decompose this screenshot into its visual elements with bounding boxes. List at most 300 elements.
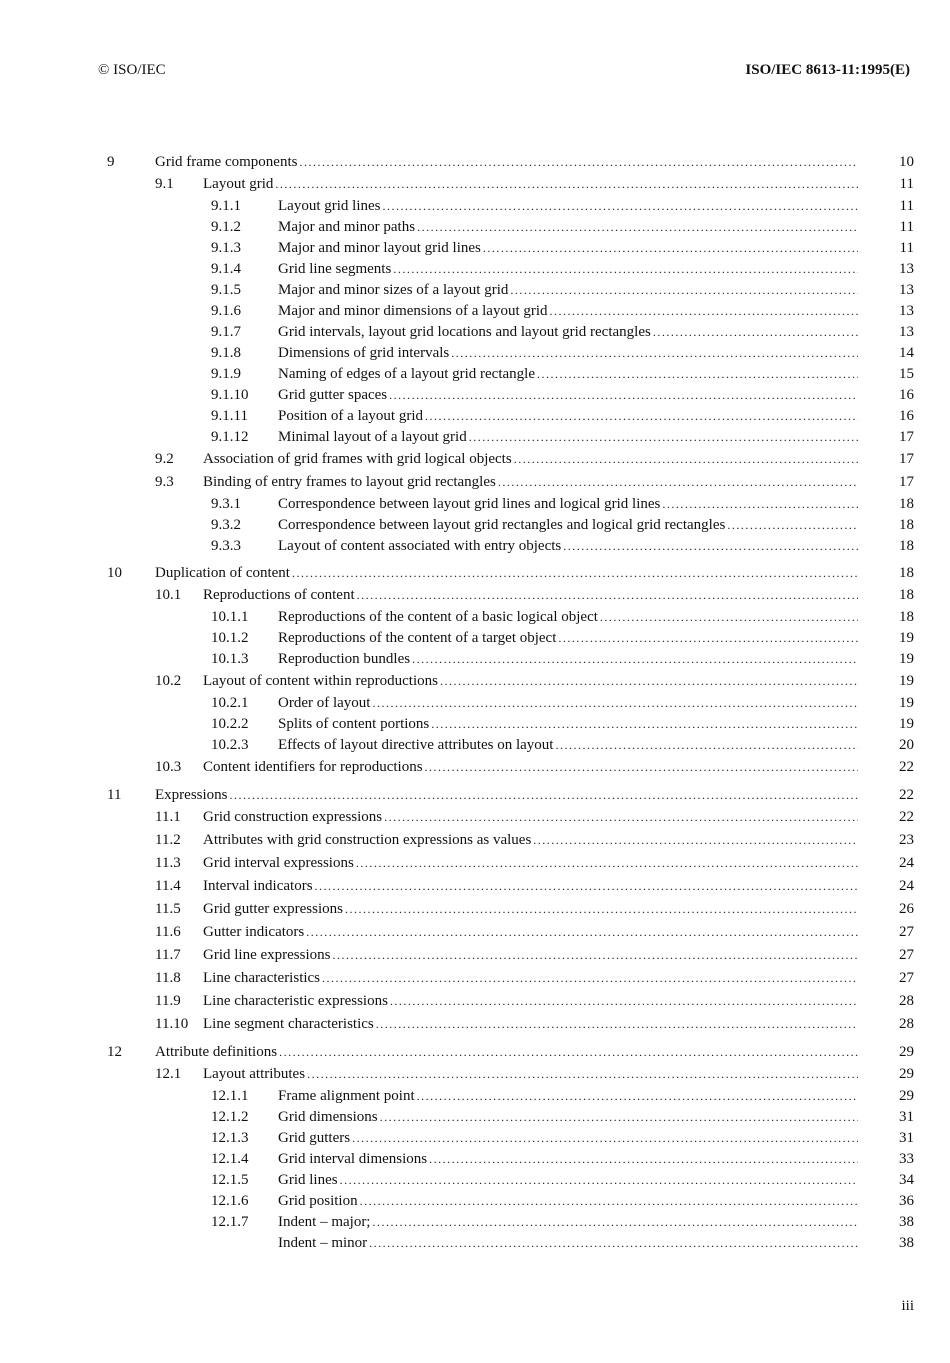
toc-entry-number: 10.1.3	[211, 651, 249, 667]
toc-entry-page: 24	[899, 855, 914, 871]
dot-leader	[425, 406, 858, 427]
toc-entry[interactable]	[0, 649, 950, 670]
dot-leader	[600, 607, 858, 628]
dot-leader	[514, 448, 858, 471]
toc-entry-page: 28	[899, 1016, 914, 1032]
toc-entry-title: Position of a layout grid	[278, 408, 423, 424]
toc-entry-label	[278, 364, 858, 385]
toc-entry[interactable]	[0, 898, 950, 921]
toc-entry[interactable]	[0, 875, 950, 898]
toc-entry-number: 9.3	[155, 474, 174, 490]
toc-entry-number: 11.2	[155, 832, 181, 848]
toc-entry-number: 10.1	[155, 587, 182, 603]
toc-entry-number: 12.1.7	[211, 1214, 249, 1230]
toc-entry-page: 18	[899, 517, 914, 533]
dot-leader	[425, 756, 858, 779]
toc-entry-page: 16	[899, 408, 914, 424]
toc-entry[interactable]	[0, 607, 950, 628]
toc-entry-number: 11.3	[155, 855, 181, 871]
toc-entry-label	[203, 898, 858, 921]
dot-leader	[498, 471, 858, 494]
toc-entry-page: 29	[899, 1088, 914, 1104]
toc-entry[interactable]	[0, 406, 950, 427]
table-of-contents	[0, 152, 950, 1254]
dot-leader	[662, 494, 858, 515]
toc-entry-number: 11.5	[155, 901, 181, 917]
toc-entry-number: 10.2.3	[211, 737, 249, 753]
toc-entry[interactable]	[0, 515, 950, 536]
toc-entry-label	[278, 301, 858, 322]
toc-entry[interactable]	[0, 806, 950, 829]
toc-entry-label	[203, 852, 858, 875]
toc-entry[interactable]	[0, 735, 950, 756]
toc-entry-number: 9.1.5	[211, 282, 241, 298]
toc-entry-page: 33	[899, 1151, 914, 1167]
dot-leader	[469, 427, 858, 448]
dot-leader	[307, 1063, 858, 1086]
dot-leader	[292, 563, 858, 584]
toc-entry-page: 27	[899, 970, 914, 986]
toc-entry-number: 12.1.2	[211, 1109, 249, 1125]
toc-entry-number: 9.1.2	[211, 219, 241, 235]
toc-entry-label	[278, 649, 858, 670]
toc-entry-number: 10.2.2	[211, 716, 249, 732]
toc-entry-page: 27	[899, 947, 914, 963]
toc-entry-page: 13	[899, 261, 914, 277]
toc-entry-title: Reproductions of the content of a basic logical object	[278, 609, 598, 625]
toc-entry-title: Minimal layout of a layout grid	[278, 429, 467, 445]
toc-entry[interactable]	[0, 494, 950, 515]
toc-entry[interactable]	[0, 584, 950, 607]
dot-leader	[356, 852, 858, 875]
dot-leader	[431, 714, 858, 735]
toc-entry-label	[203, 670, 858, 693]
toc-entry-number: 10.1.2	[211, 630, 249, 646]
toc-entry-page: 17	[899, 451, 914, 467]
toc-entry[interactable]	[0, 1191, 950, 1212]
toc-entry-page: 22	[899, 809, 914, 825]
dot-leader	[555, 735, 858, 756]
toc-entry-page: 19	[899, 630, 914, 646]
toc-entry-label	[203, 173, 858, 196]
toc-entry-page: 18	[899, 609, 914, 625]
dot-leader	[533, 829, 858, 852]
toc-entry-label	[278, 1170, 858, 1191]
toc-entry-title: Layout of content associated with entry objects	[278, 538, 562, 554]
toc-entry-page: 28	[899, 993, 914, 1009]
toc-entry-number: 9.1.4	[211, 261, 241, 277]
toc-entry[interactable]	[0, 536, 950, 557]
toc-entry-title: Frame alignment point	[278, 1088, 415, 1104]
toc-entry[interactable]	[0, 1063, 950, 1086]
toc-entry-page: 20	[899, 737, 914, 753]
toc-entry-page: 23	[899, 832, 914, 848]
dot-leader	[412, 649, 858, 670]
toc-entry-number: 9.3.3	[211, 538, 241, 554]
toc-entry-page: 18	[899, 587, 914, 603]
toc-entry-title: Expressions	[155, 787, 228, 803]
toc-entry[interactable]	[0, 1233, 950, 1254]
toc-entry-title: Grid gutter spaces	[278, 387, 388, 403]
toc-entry-number: 10.2	[155, 673, 182, 689]
toc-entry-title: Correspondence between layout grid lines and logical grid lines	[278, 496, 661, 512]
toc-entry-title: Grid gutter expressions	[203, 901, 343, 917]
dot-leader	[727, 515, 858, 536]
toc-entry-title: Layout grid	[203, 176, 274, 192]
toc-entry-title: Content identifiers for reproductions	[203, 759, 423, 775]
toc-entry-title: Grid line expressions	[203, 947, 331, 963]
toc-entry-page: 18	[899, 496, 914, 512]
toc-entry-page: 14	[899, 345, 914, 361]
toc-entry-number: 9.1.10	[211, 387, 249, 403]
dot-leader	[417, 217, 858, 238]
toc-entry-number: 9.1.7	[211, 324, 241, 340]
toc-entry-page: 29	[899, 1044, 914, 1060]
toc-entry-number: 12.1.5	[211, 1172, 249, 1188]
toc-entry[interactable]	[0, 714, 950, 735]
toc-entry-title: Grid frame components	[155, 154, 298, 170]
toc-entry[interactable]	[0, 301, 950, 322]
toc-entry[interactable]	[0, 693, 950, 714]
toc-entry-title: Naming of edges of a layout grid rectangle	[278, 366, 535, 382]
toc-entry[interactable]	[0, 322, 950, 343]
dot-leader	[345, 898, 858, 921]
toc-entry[interactable]	[0, 196, 950, 217]
toc-entry[interactable]	[0, 1149, 950, 1170]
toc-entry-title: Association of grid frames with grid logical objects	[203, 451, 512, 467]
toc-entry-label	[278, 322, 858, 343]
toc-entry-label	[155, 785, 858, 806]
toc-entry[interactable]	[0, 217, 950, 238]
toc-entry[interactable]	[0, 944, 950, 967]
toc-entry-label	[278, 280, 858, 301]
toc-entry-number: 9.1.6	[211, 303, 241, 319]
toc-entry-page: 10	[899, 154, 914, 170]
dot-leader	[376, 1013, 858, 1036]
toc-entry[interactable]	[0, 756, 950, 779]
toc-entry-title: Correspondence between layout grid rectangles and logical grid rectangles	[278, 517, 726, 533]
dot-leader	[230, 785, 859, 806]
toc-entry-title: Duplication of content	[155, 565, 290, 581]
toc-entry-title: Reproductions of content	[203, 587, 355, 603]
toc-entry[interactable]	[0, 1128, 950, 1149]
toc-entry-page: 34	[899, 1172, 914, 1188]
header-standard-id: ISO/IEC 8613-11:1995(E)	[745, 62, 910, 78]
toc-entry[interactable]	[0, 427, 950, 448]
toc-entry-number: 9.1.3	[211, 240, 241, 256]
toc-entry[interactable]	[0, 1013, 950, 1036]
toc-entry-label	[203, 1063, 858, 1086]
toc-entry-label	[278, 628, 858, 649]
toc-entry[interactable]	[0, 785, 950, 806]
toc-entry-label	[278, 427, 858, 448]
toc-entry-page: 19	[899, 651, 914, 667]
dot-leader	[352, 1128, 858, 1149]
toc-entry[interactable]	[0, 448, 950, 471]
dot-leader	[357, 584, 858, 607]
toc-entry-label	[278, 1086, 858, 1107]
toc-entry-label	[278, 693, 858, 714]
toc-entry-title: Grid construction expressions	[203, 809, 383, 825]
toc-entry-title: Interval indicators	[203, 878, 313, 894]
toc-entry-title: Layout attributes	[203, 1066, 306, 1082]
toc-entry[interactable]	[0, 1086, 950, 1107]
toc-entry-title: Layout of content within reproductions	[203, 673, 438, 689]
toc-entry-title: Dimensions of grid intervals	[278, 345, 450, 361]
toc-entry-title: Major and minor sizes of a layout grid	[278, 282, 509, 298]
toc-entry-title: Line characteristic expressions	[203, 993, 388, 1009]
toc-entry-title: Line segment characteristics	[203, 1016, 374, 1032]
toc-entry-label	[203, 448, 858, 471]
toc-entry-page: 13	[899, 303, 914, 319]
toc-entry-number: 9.2	[155, 451, 174, 467]
toc-entry-label	[278, 1128, 858, 1149]
toc-entry-label	[278, 1191, 858, 1212]
dot-leader	[360, 1191, 858, 1212]
toc-entry-label	[203, 471, 858, 494]
toc-entry-label	[203, 875, 858, 898]
dot-leader	[380, 1107, 858, 1128]
toc-entry-page: 38	[899, 1235, 914, 1251]
toc-entry-label	[278, 196, 858, 217]
dot-leader	[653, 322, 858, 343]
toc-entry[interactable]	[0, 1107, 950, 1128]
dot-leader	[510, 280, 858, 301]
toc-entry-title: Grid gutters	[278, 1130, 351, 1146]
toc-entry-number: 10.1.1	[211, 609, 249, 625]
toc-entry[interactable]	[0, 385, 950, 406]
toc-entry-title: Grid interval dimensions	[278, 1151, 428, 1167]
toc-entry-title: Line characteristics	[203, 970, 321, 986]
toc-entry-page: 31	[899, 1109, 914, 1125]
toc-entry-number: 9.3.2	[211, 517, 241, 533]
toc-entry-number: 12.1.4	[211, 1151, 249, 1167]
toc-entry-page: 16	[899, 387, 914, 403]
dot-leader	[440, 670, 858, 693]
toc-entry[interactable]	[0, 1042, 950, 1063]
toc-entry-number: 12.1	[155, 1066, 182, 1082]
toc-entry-title: Indent – major;	[278, 1214, 371, 1230]
toc-entry-page: 15	[899, 366, 914, 382]
toc-entry-label	[155, 152, 858, 173]
toc-entry-title: Indent – minor	[278, 1235, 368, 1251]
toc-entry-page: 26	[899, 901, 914, 917]
page-number: iii	[901, 1298, 914, 1314]
toc-entry[interactable]	[0, 670, 950, 693]
dot-leader	[369, 1233, 858, 1254]
toc-entry[interactable]	[0, 1212, 950, 1233]
toc-entry-page: 18	[899, 565, 914, 581]
toc-entry-page: 22	[899, 787, 914, 803]
toc-entry-number: 11.4	[155, 878, 181, 894]
toc-entry-page: 22	[899, 759, 914, 775]
toc-entry-label	[278, 406, 858, 427]
dot-leader	[451, 343, 858, 364]
toc-entry-title: Order of layout	[278, 695, 371, 711]
dot-leader	[332, 944, 858, 967]
toc-entry-label	[203, 756, 858, 779]
toc-entry-title: Gutter indicators	[203, 924, 305, 940]
toc-entry-number: 10.3	[155, 759, 182, 775]
toc-entry-label	[278, 607, 858, 628]
toc-entry-page: 38	[899, 1214, 914, 1230]
toc-entry-number: 11	[107, 787, 122, 803]
dot-leader	[315, 875, 858, 898]
toc-entry[interactable]	[0, 829, 950, 852]
toc-entry-number: 11.1	[155, 809, 181, 825]
toc-entry-label	[278, 515, 858, 536]
toc-entry-number: 9.1.11	[211, 408, 248, 424]
dot-leader	[299, 152, 858, 173]
toc-entry-label	[278, 1212, 858, 1233]
toc-entry[interactable]	[0, 921, 950, 944]
toc-entry-title: Effects of layout directive attributes on layout	[278, 737, 554, 753]
toc-entry[interactable]	[0, 173, 950, 196]
dot-leader	[390, 990, 858, 1013]
dot-leader	[429, 1149, 858, 1170]
toc-entry-label	[203, 829, 858, 852]
toc-entry[interactable]	[0, 364, 950, 385]
dot-leader	[563, 536, 858, 557]
toc-entry-label	[203, 944, 858, 967]
toc-entry-number: 9.1.8	[211, 345, 241, 361]
toc-entry-title: Grid interval expressions	[203, 855, 354, 871]
toc-entry-number: 12.1.6	[211, 1193, 249, 1209]
toc-entry-page: 19	[899, 716, 914, 732]
toc-entry-page: 17	[899, 474, 914, 490]
toc-entry[interactable]	[0, 1170, 950, 1191]
toc-entry-label	[278, 494, 858, 515]
toc-entry[interactable]	[0, 852, 950, 875]
dot-leader	[384, 806, 858, 829]
toc-entry-page: 19	[899, 673, 914, 689]
toc-entry-number: 9.1.1	[211, 198, 241, 214]
dot-leader	[279, 1042, 858, 1063]
dot-leader	[372, 693, 858, 714]
toc-entry[interactable]	[0, 471, 950, 494]
toc-entry-label	[278, 714, 858, 735]
toc-entry-label	[155, 1042, 858, 1063]
toc-entry-label	[278, 1107, 858, 1128]
toc-entry-page: 13	[899, 282, 914, 298]
toc-entry-title: Grid position	[278, 1193, 358, 1209]
toc-entry-number: 11.7	[155, 947, 181, 963]
header-copyright: © ISO/IEC	[98, 62, 166, 78]
toc-entry-label	[155, 563, 858, 584]
toc-entry-label	[278, 735, 858, 756]
toc-entry-page: 13	[899, 324, 914, 340]
toc-entry-page: 29	[899, 1066, 914, 1082]
toc-entry-title: Reproductions of the content of a target object	[278, 630, 557, 646]
toc-entry-label	[278, 259, 858, 280]
toc-entry-number: 9.1.9	[211, 366, 241, 382]
toc-entry-title: Grid lines	[278, 1172, 338, 1188]
toc-entry-label	[278, 536, 858, 557]
toc-entry-number: 11.6	[155, 924, 181, 940]
toc-entry-label	[203, 990, 858, 1013]
toc-entry-page: 11	[899, 176, 914, 192]
dot-leader	[483, 238, 858, 259]
toc-entry-title: Layout grid lines	[278, 198, 381, 214]
toc-entry-label	[278, 1233, 858, 1254]
dot-leader	[322, 967, 858, 990]
toc-entry-page: 36	[899, 1193, 914, 1209]
toc-entry[interactable]	[0, 238, 950, 259]
dot-leader	[340, 1170, 858, 1191]
toc-entry-title: Reproduction bundles	[278, 651, 411, 667]
toc-entry-title: Major and minor layout grid lines	[278, 240, 481, 256]
toc-entry[interactable]	[0, 152, 950, 173]
toc-entry-title: Grid intervals, layout grid locations and layout grid rectangles	[278, 324, 651, 340]
toc-entry-label	[203, 1013, 858, 1036]
dot-leader	[306, 921, 858, 944]
dot-leader	[537, 364, 858, 385]
toc-entry[interactable]	[0, 343, 950, 364]
toc-entry-page: 11	[899, 240, 914, 256]
toc-entry-number: 12.1.3	[211, 1130, 249, 1146]
toc-entry-title: Major and minor paths	[278, 219, 416, 235]
toc-entry[interactable]	[0, 990, 950, 1013]
dot-leader	[389, 385, 858, 406]
toc-entry[interactable]	[0, 259, 950, 280]
toc-entry-page: 27	[899, 924, 914, 940]
toc-entry-title: Binding of entry frames to layout grid rectangles	[203, 474, 496, 490]
toc-entry-number: 9.1	[155, 176, 174, 192]
toc-entry-label	[203, 584, 858, 607]
toc-entry-number: 12.1.1	[211, 1088, 249, 1104]
toc-entry-number: 12	[107, 1044, 122, 1060]
toc-entry-label	[278, 1149, 858, 1170]
toc-entry-number: 11.8	[155, 970, 181, 986]
toc-entry-number: 11.9	[155, 993, 181, 1009]
toc-entry-number: 9.1.12	[211, 429, 249, 445]
dot-leader	[372, 1212, 858, 1233]
toc-entry-page: 11	[899, 198, 914, 214]
toc-entry[interactable]	[0, 563, 950, 584]
toc-entry-label	[203, 921, 858, 944]
toc-entry-number: 9.3.1	[211, 496, 241, 512]
toc-entry-number: 10.2.1	[211, 695, 249, 711]
dot-leader	[275, 173, 858, 196]
toc-entry-label	[278, 385, 858, 406]
toc-entry-number: 9	[107, 154, 115, 170]
toc-entry-page: 19	[899, 695, 914, 711]
toc-entry[interactable]	[0, 967, 950, 990]
toc-entry-title: Splits of content portions	[278, 716, 430, 732]
toc-entry-label	[203, 806, 858, 829]
toc-entry[interactable]	[0, 280, 950, 301]
toc-entry-page: 24	[899, 878, 914, 894]
toc-entry[interactable]	[0, 628, 950, 649]
toc-entry-label	[203, 967, 858, 990]
toc-entry-number: 10	[107, 565, 122, 581]
toc-entry-title: Grid line segments	[278, 261, 392, 277]
dot-leader	[382, 196, 858, 217]
dot-leader	[393, 259, 858, 280]
toc-entry-page: 18	[899, 538, 914, 554]
dot-leader	[550, 301, 858, 322]
toc-entry-label	[278, 238, 858, 259]
toc-entry-page: 17	[899, 429, 914, 445]
toc-entry-title: Attribute definitions	[155, 1044, 278, 1060]
toc-entry-number: 11.10	[155, 1016, 189, 1032]
toc-entry-label	[278, 217, 858, 238]
dot-leader	[558, 628, 858, 649]
toc-entry-page: 31	[899, 1130, 914, 1146]
toc-entry-title: Grid dimensions	[278, 1109, 378, 1125]
toc-entry-label	[278, 343, 858, 364]
toc-entry-title: Attributes with grid construction expressions as values	[203, 832, 532, 848]
